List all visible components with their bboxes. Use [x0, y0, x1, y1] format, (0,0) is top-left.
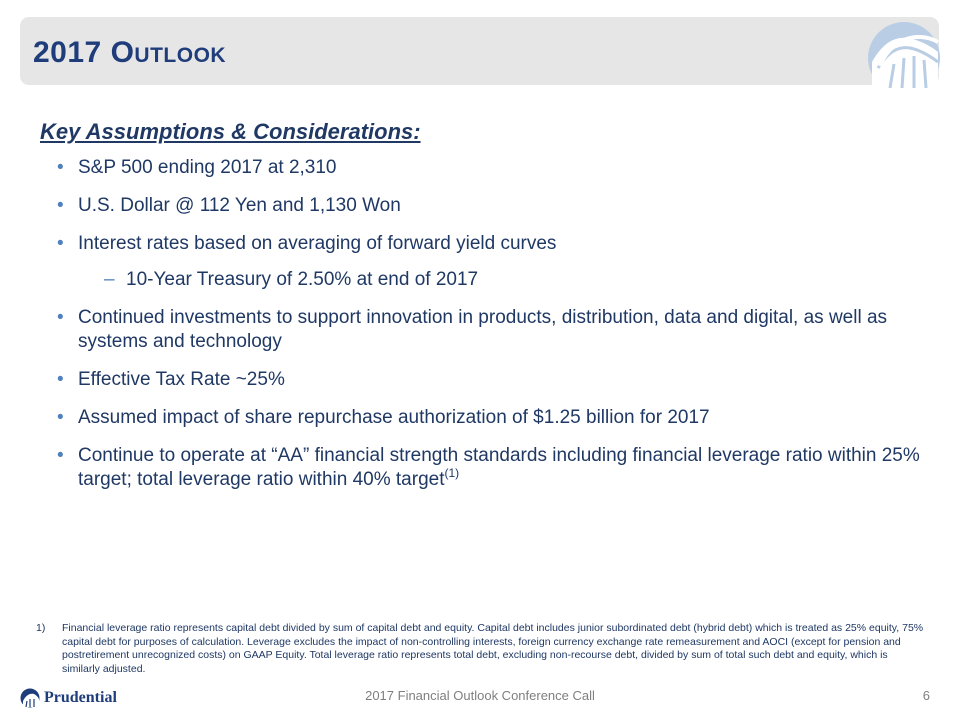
section-heading: Key Assumptions & Considerations:: [40, 119, 421, 144]
bullet-item: [40, 368, 930, 392]
bullet-text: S&P 500 ending 2017 at 2,310: [78, 157, 337, 178]
sub-bullet-text: 10-Year Treasury of 2.50% at end of 2017: [126, 269, 479, 290]
footnote-number: 1): [36, 622, 46, 634]
bullet-marker: •: [57, 307, 64, 328]
bullet-list: [40, 156, 930, 492]
bullet-text: Interest rates based on averaging of forward yield curves: [78, 233, 557, 254]
bullet-text: Effective Tax Rate ~25%: [78, 369, 285, 390]
bullet-item: [40, 306, 930, 354]
bullet-item: [40, 156, 930, 180]
page-number: 6: [922, 688, 930, 703]
bullet-item: [40, 444, 930, 492]
bullet-text: Continued investments to support innovation in products, distribution, data and digital, as well as systems and technology: [78, 307, 888, 352]
sub-bullet-item: [40, 268, 930, 292]
bullet-marker: •: [57, 369, 64, 390]
brand-name: Prudential: [44, 689, 117, 706]
footnote-text: Financial leverage ratio represents capital debt divided by sum of capital debt and equity. Capital debt includes junior subordinated debt (hybrid debt) which is treated as 25% equity, 75% capital debt for purposes of calculation. Leverage excludes the impact of non-controlling interests, foreign currency exchange rate remeasurement and AOCI (except for pension and postretirement unrecognized costs) on GAAP Equity. Total leverage ratio represents total debt, excluding non-recourse debt, divided by sum of total such debt and equity, which is similarly adjusted.: [62, 622, 924, 675]
bullet-text: Continue to operate at “AA” financial strength standards including financial leverage ratio within 25% target; total leverage ratio within 40% target: [78, 445, 920, 490]
footer-title: 2017 Financial Outlook Conference Call: [365, 688, 595, 703]
bullet-text: U.S. Dollar @ 112 Yen and 1,130 Won: [78, 195, 401, 216]
bullet-marker: •: [57, 157, 64, 178]
sub-bullet-marker: –: [104, 269, 115, 290]
bullet-marker: •: [57, 195, 64, 216]
footnote: [36, 622, 926, 676]
content-area: [40, 118, 930, 506]
bullet-marker: •: [57, 233, 64, 254]
page-title: 2017 Outlook: [33, 36, 227, 69]
bullet-item: [40, 406, 930, 430]
rock-of-gibraltar-icon: [860, 18, 940, 88]
footnote-reference: (1): [444, 466, 460, 480]
bullet-marker: •: [57, 445, 64, 466]
bullet-item: [40, 232, 930, 256]
bullet-text: Assumed impact of share repurchase authorization of $1.25 billion for 2017: [78, 407, 710, 428]
bullet-marker: •: [57, 407, 64, 428]
bullet-item: [40, 194, 930, 218]
